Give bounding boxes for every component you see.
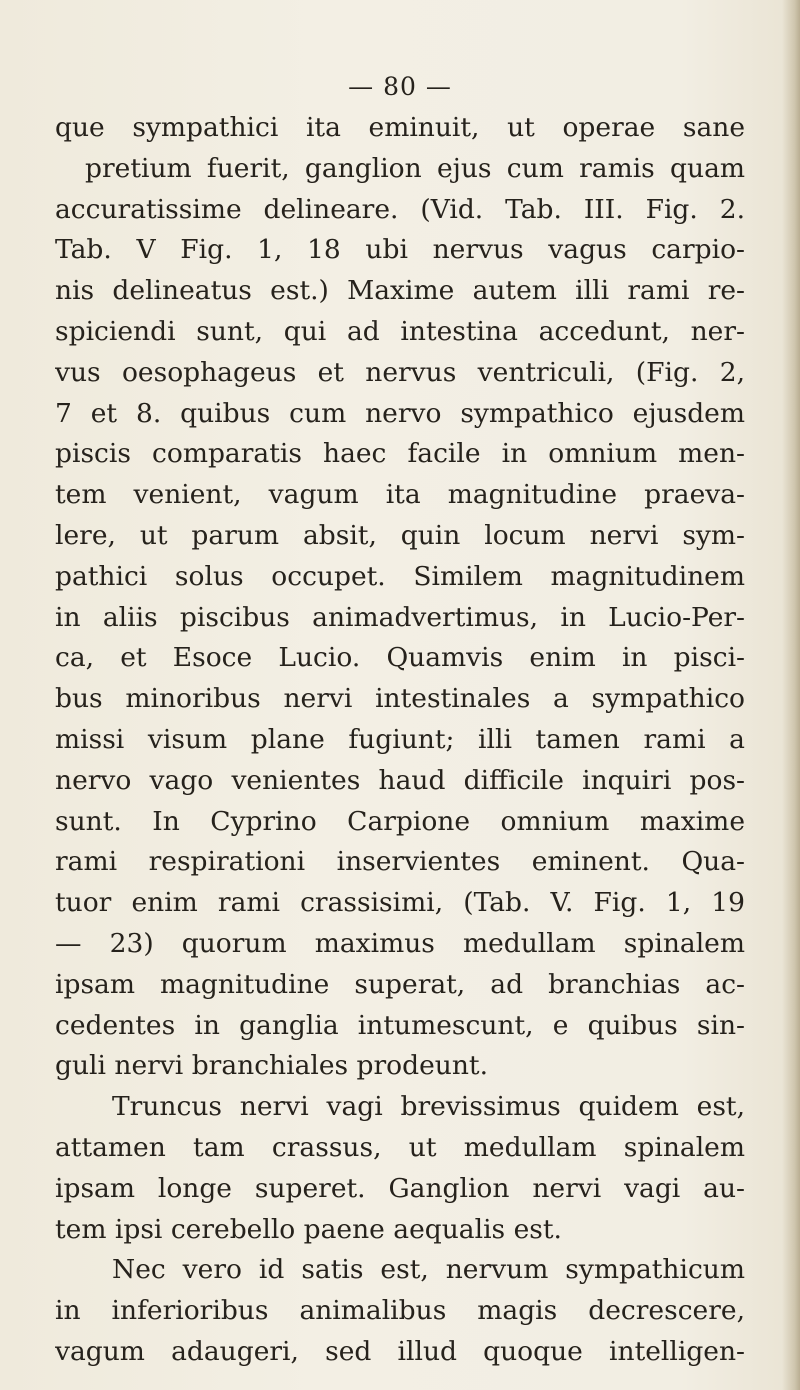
text-line: 7 et 8. quibus cum nervo sympathico ejusdem [55, 397, 745, 429]
text-line: vus oesophageus et nervus ventriculi, (Fig. 2, [55, 356, 745, 388]
page-edge-shadow [782, 0, 800, 1390]
text-line: nervo vago venientes haud difficile inquiri pos- [55, 764, 745, 796]
text-line: bus minoribus nervi intestinales a sympathico [55, 683, 745, 715]
text-line: ipsam magnitudine superat, ad branchias ac- [55, 968, 745, 1000]
text-line: rami respirationi inservientes eminent. Qua- [55, 846, 745, 878]
text-line: in aliis piscibus animadvertimus, in Lucio-Per- [55, 601, 745, 633]
text-line: pretium fuerit, ganglion ejus cum ramis quam [85, 152, 745, 184]
text-line: spiciendi sunt, qui ad intestina accedunt, ner- [55, 315, 745, 347]
text-line: sunt. In Cyprino Carpione omnium maxime [55, 805, 745, 837]
text-line: ipsam longe superet. Ganglion nervi vagi au- [55, 1172, 745, 1204]
text-line: ca, et Esoce Lucio. Quamvis enim in pisci- [55, 642, 745, 674]
text-line: guli nervi branchiales prodeunt. [55, 1050, 488, 1082]
text-line: nis delineatus est.) Maxime autem illi rami re- [55, 275, 745, 307]
page-number: — 80 — [348, 72, 452, 101]
text-line: tem ipsi cerebello paene aequalis est. [55, 1213, 562, 1245]
body-text [55, 108, 745, 1373]
text-line: tuor enim rami crassisimi, (Tab. V. Fig. 1, 19 [55, 887, 745, 919]
text-line: pathici solus occupet. Similem magnitudinem [55, 560, 745, 592]
text-line: accuratissime delineare. (Vid. Tab. III. Fig. 2. [55, 193, 745, 225]
text-line: Tab. V Fig. 1, 18 ubi nervus vagus carpio- [55, 234, 745, 266]
text-line: vagum adaugeri, sed illud quoque intelligen- [55, 1335, 745, 1367]
text-line: Nec vero id satis est, nervum sympathicum [112, 1254, 745, 1286]
text-line: — 23) quorum maximus medullam spinalem [55, 927, 745, 959]
text-line: attamen tam crassus, ut medullam spinalem [55, 1131, 745, 1163]
text-line: lere, ut parum absit, quin locum nervi sym- [55, 519, 745, 551]
text-line: piscis comparatis haec facile in omnium men- [55, 438, 745, 470]
text-line: in inferioribus animalibus magis decrescere, [55, 1295, 745, 1327]
text-line: Truncus nervi vagi brevissimus quidem est, [112, 1091, 745, 1123]
text-line: cedentes in ganglia intumescunt, e quibus sin- [55, 1009, 745, 1041]
text-line: tem venient, vagum ita magnitudine praeva- [55, 479, 745, 511]
text-line: missi visum plane fugiunt; illi tamen rami a [55, 723, 745, 755]
text-line: que sympathici ita eminuit, ut operae sane [55, 112, 745, 143]
